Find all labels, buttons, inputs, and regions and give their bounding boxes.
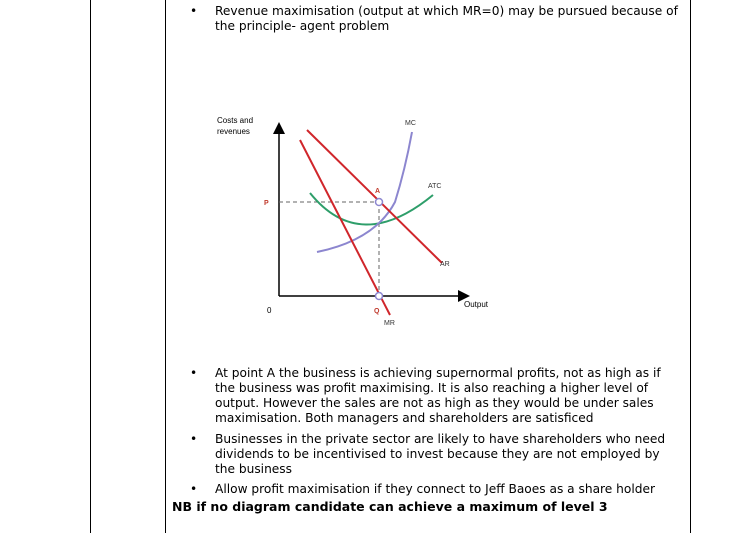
x-axis-label: Output [464,300,489,309]
bullet-marker: • [190,432,198,446]
origin-label: 0 [267,306,272,315]
bullet-item [190,366,680,426]
y-axis-label-line2: revenues [217,127,250,136]
price-label: P [264,200,269,207]
level-note: NB if no diagram candidate can achieve a maximum of level 3 [172,499,608,514]
mc-label: MC [405,120,416,127]
bullet-marker: • [190,366,198,380]
bullet-marker: • [190,4,198,18]
point-q-marker [376,293,383,300]
table-column-divider [165,0,166,533]
point-a-marker [376,199,383,206]
revenue-maximisation-diagram [200,110,510,335]
bullet-item [190,432,680,477]
table-right-border [690,0,691,533]
atc-curve [310,193,433,225]
ar-curve [307,130,442,263]
atc-label: ATC [428,183,442,190]
bullet-text: Allow profit maximisation if they connect to Jeff Baoes as a share holder [215,482,655,496]
bullet-item [190,482,680,497]
quantity-label: Q [374,308,380,315]
ar-label: AR [440,261,450,268]
y-axis-label-line1: Costs and [217,116,254,125]
mc-curve [317,132,412,252]
bullet-text: At point A the business is achieving supernormal profits, not as high as if the business was profit maximising. It is also reaching a higher level of output. However the sales are not as high as they would be under sales maximisation. Both managers and shareholders are satisficed [215,366,661,425]
intro-bullet-text: Revenue maximisation (output at which MR=0) may be pursued because of the principle- agent problem [215,4,678,33]
mr-label: MR [384,320,395,327]
bullet-marker: • [190,482,198,496]
point-a-label: A [375,188,381,195]
bullet-text: Businesses in the private sector are likely to have shareholders who need dividends to be incentivised to invest because they are not employed by the business [215,432,666,476]
table-left-border [90,0,91,533]
